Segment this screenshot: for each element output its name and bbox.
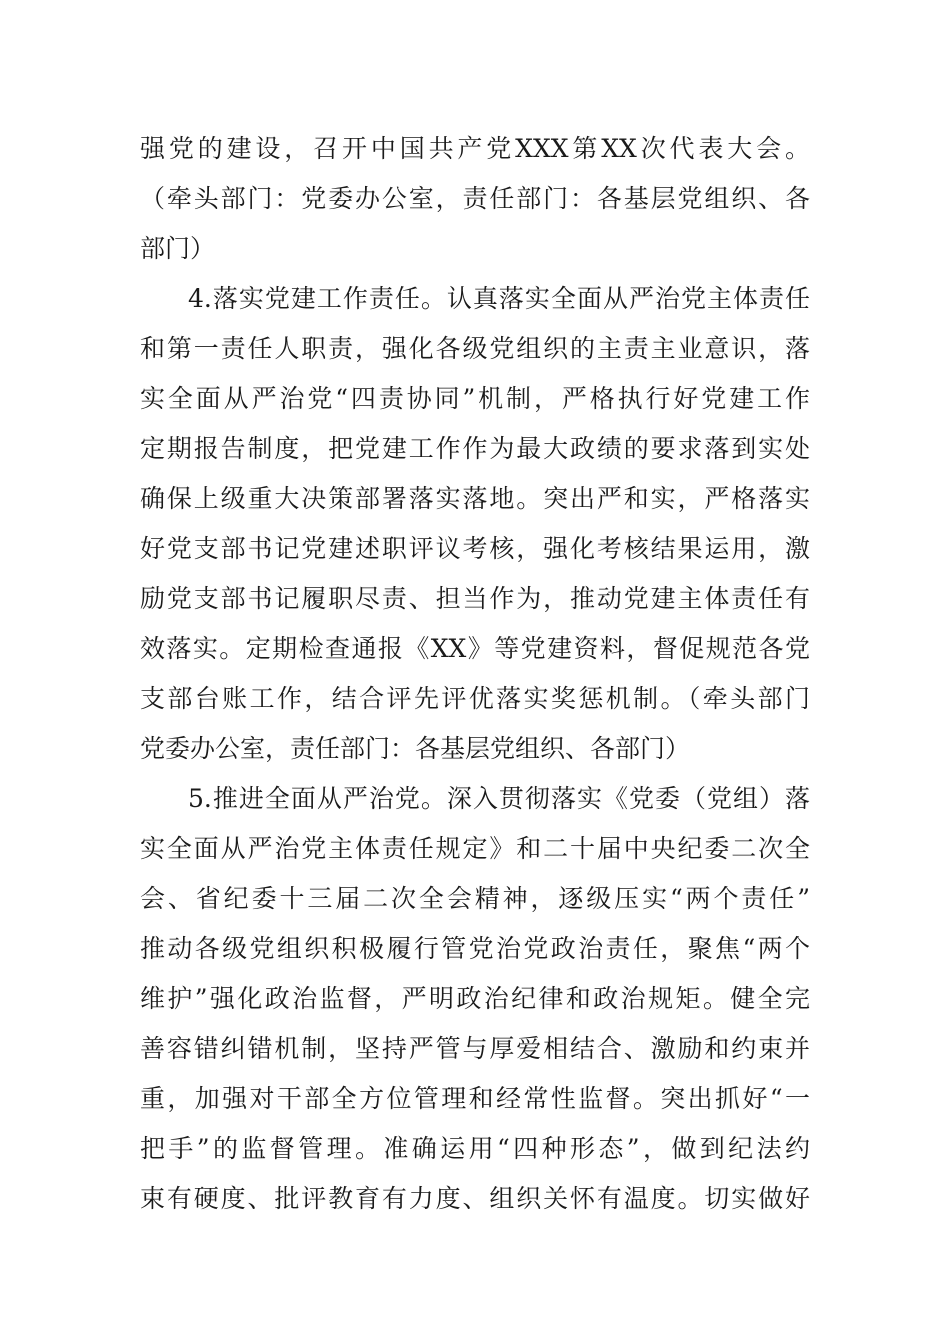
text-line: 强党的建设，召开中国共产党XXX第XX次代表大会。 xyxy=(140,134,810,163)
text-line: 部门） xyxy=(140,234,216,263)
text-line: 束有硬度、批评教育有力度、组织关怀有温度。切实做好 xyxy=(140,1184,810,1213)
text-line: 维护”强化政治监督，严明政治纪律和政治规矩。健全完 xyxy=(140,984,810,1013)
text-line: 好党支部书记党建述职评议考核，强化考核结果运用，激 xyxy=(140,534,810,563)
text-line: 把手”的监督管理。准确运用“四种形态”，做到纪法约 xyxy=(140,1134,810,1163)
text-line: 实全面从严治党“四责协同”机制，严格执行好党建工作 xyxy=(140,384,810,413)
text-line: 支部台账工作，结合评先评优落实奖惩机制。（牵头部门 xyxy=(140,684,810,713)
text-line: 定期报告制度，把党建工作作为最大政绩的要求落到实处 xyxy=(140,434,810,463)
text-line: 推动各级党组织积极履行管党治党政治责任，聚焦“两个 xyxy=(140,934,810,963)
text-line: 实全面从严治党主体责任规定》和二十届中央纪委二次全 xyxy=(140,834,810,863)
text-line: 确保上级重大决策部署落实落地。突出严和实，严格落实 xyxy=(140,484,810,513)
text-line: 励党支部书记履职尽责、担当作为，推动党建主体责任有 xyxy=(140,584,810,613)
text-line: 重，加强对干部全方位管理和经常性监督。突出抓好“一 xyxy=(140,1084,810,1113)
text-line: 和第一责任人职责，强化各级党组织的主责主业意识，落 xyxy=(140,334,810,363)
text-line: 党委办公室，责任部门：各基层党组织、各部门） xyxy=(140,734,691,763)
text-line: 效落实。定期检查通报《XX》等党建资料，督促规范各党 xyxy=(140,634,810,663)
text-line: 善容错纠错机制，坚持严管与厚爱相结合、激励和约束并 xyxy=(140,1034,810,1063)
text-line: （牵头部门：党委办公室，责任部门：各基层党组织、各 xyxy=(140,184,810,213)
paragraph-4-first-line: 4.落实党建工作责任。认真落实全面从严治党主体责任 xyxy=(188,284,810,313)
text-line: 会、省纪委十三届二次全会精神，逐级压实“两个责任” xyxy=(140,884,810,913)
document-body xyxy=(140,124,810,1224)
paragraph-5-first-line: 5.推进全面从严治党。深入贯彻落实《党委（党组）落 xyxy=(188,784,810,813)
